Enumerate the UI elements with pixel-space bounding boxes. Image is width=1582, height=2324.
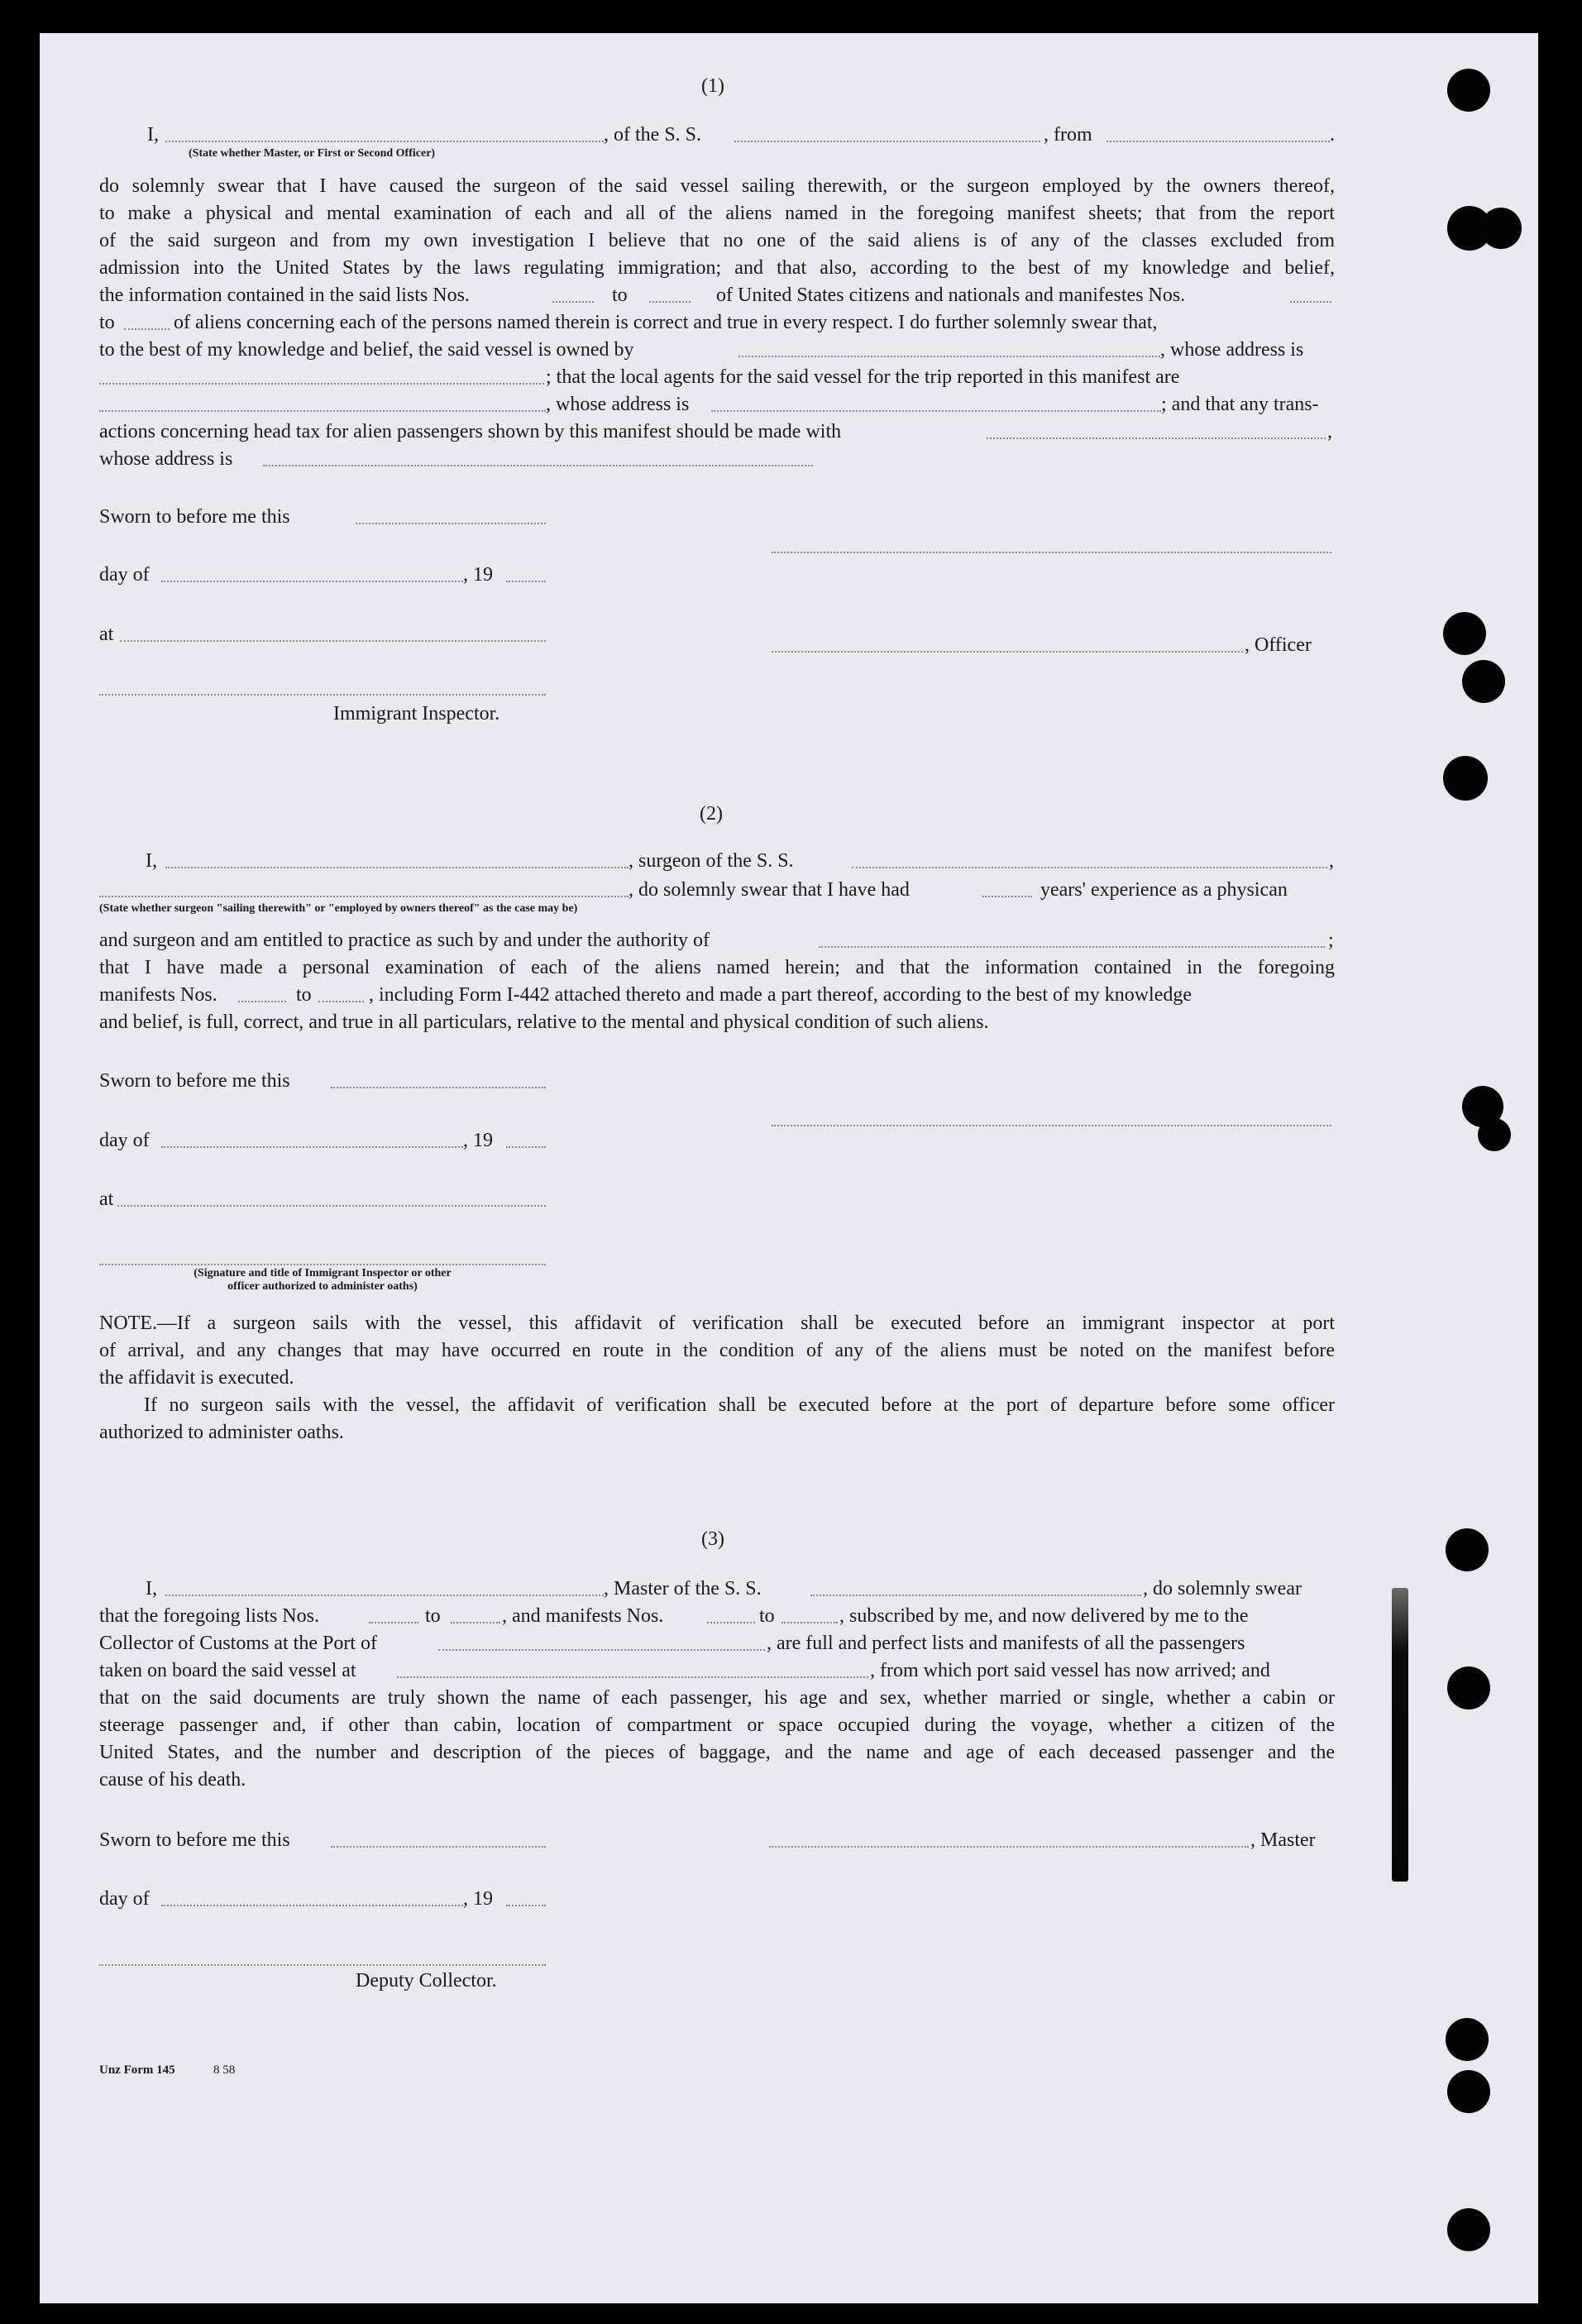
- blank-line: [982, 896, 1032, 897]
- blank-line: [707, 1622, 755, 1623]
- blank-line: [397, 1676, 868, 1678]
- blank-line: [165, 1595, 604, 1596]
- text-line: to: [759, 1605, 775, 1627]
- day-label: day of: [99, 1888, 150, 1910]
- text-line: United States, and the number and description of the pieces of baggage, and the name and age of each deceased passenger and the: [99, 1742, 1335, 1763]
- text-line: manifests Nos.: [99, 984, 217, 1006]
- blank-line: [738, 356, 1160, 357]
- text-line: of the said surgeon and from my own investigation I believe that no one of the said aliens is of any of the classes excluded from: [99, 230, 1335, 251]
- text-line: the information contained in the said lists Nos.: [99, 285, 470, 306]
- text-line: , are full and perfect lists and manifests of all the passengers: [767, 1633, 1245, 1654]
- blank-line: [1290, 301, 1331, 303]
- blank-line: [120, 640, 546, 642]
- text-line: to: [612, 285, 628, 306]
- blank-line: [263, 465, 813, 466]
- punch-hole: [1443, 756, 1488, 801]
- text-line: , Master of the S. S.: [604, 1578, 762, 1600]
- blank-line: [438, 1649, 765, 1651]
- blank-line: [99, 896, 628, 897]
- note-line: the affidavit is executed.: [99, 1367, 294, 1389]
- text-line: of aliens concerning each of the persons named therein is correct and true in every respect. I do further solemnly swear that,: [174, 312, 1158, 333]
- blank-line: [552, 301, 594, 303]
- year-label: , 19: [463, 1130, 493, 1151]
- blank-line: [852, 867, 1327, 868]
- master-label: , Master: [1250, 1829, 1316, 1851]
- form-number: Unz Form 145: [99, 2063, 175, 2077]
- text-line: , of the S. S.: [604, 124, 702, 146]
- text-line: to: [296, 984, 312, 1006]
- blank-line: [165, 141, 604, 142]
- blank-line: [649, 301, 691, 303]
- blank-line: [1106, 141, 1330, 142]
- text-line: , whose address is: [546, 394, 690, 415]
- text-line: ;: [1328, 930, 1334, 951]
- punch-hole: [1446, 2018, 1489, 2061]
- text-line: ,: [1327, 421, 1332, 442]
- blank-line: [369, 1622, 418, 1623]
- sworn-label: Sworn to before me this: [99, 1829, 290, 1851]
- punch-hole: [1480, 208, 1522, 249]
- text-line: do solemnly swear that I have caused the surgeon of the said vessel sailing therewith, or the surgeon employed by the owners thereof,: [99, 175, 1335, 197]
- blank-line: [161, 1905, 463, 1906]
- day-label: day of: [99, 564, 150, 586]
- text-line: , from: [1044, 124, 1092, 146]
- section-number: (2): [700, 803, 723, 825]
- signature-line: [772, 651, 1243, 653]
- signature-note: (Signature and title of Immigrant Inspector or other: [194, 1267, 452, 1279]
- year-label: , 19: [463, 1888, 493, 1910]
- blank-line: [165, 867, 628, 868]
- blank-line: [331, 1087, 546, 1088]
- note-line: of arrival, and any changes that may have occurred en route in the condition of any of the aliens must be noted on the manifest before: [99, 1340, 1335, 1361]
- punch-hole: [1462, 660, 1505, 703]
- punch-hole: [1447, 2070, 1490, 2113]
- field-note: (State whether Master, or First or Second Officer): [189, 147, 436, 160]
- punch-hole: [1478, 1118, 1511, 1151]
- signature-line: [772, 1125, 1331, 1126]
- blank-line: [810, 1595, 1141, 1596]
- text-line: taken on board the said vessel at: [99, 1660, 356, 1681]
- binding-strip: [1392, 1588, 1408, 1882]
- text-line: ,: [1329, 850, 1334, 872]
- blank-line: [99, 383, 544, 385]
- year-label: , 19: [463, 564, 493, 586]
- blank-line: [819, 946, 1325, 948]
- text-line: actions concerning head tax for alien passengers shown by this manifest should be made with: [99, 421, 842, 442]
- text-line: and surgeon and am entitled to practice as such by and under the authority of: [99, 930, 710, 951]
- text-line: ; and that any trans-: [1161, 394, 1319, 415]
- blank-line: [124, 328, 170, 330]
- text-line: of United States citizens and nationals and manifestes Nos.: [716, 285, 1186, 306]
- text-line: to the best of my knowledge and belief, the said vessel is owned by: [99, 339, 634, 361]
- text-line: .: [1330, 124, 1335, 146]
- officer-label: , Officer: [1245, 634, 1312, 656]
- signature-line: [769, 1846, 1249, 1848]
- punch-hole: [1447, 69, 1490, 112]
- inspector-label: Immigrant Inspector.: [333, 703, 500, 724]
- note-line: authorized to administer oaths.: [99, 1422, 344, 1443]
- signature-line: [772, 552, 1331, 553]
- text-line: , surgeon of the S. S.: [628, 850, 794, 872]
- text-line: to: [425, 1605, 441, 1627]
- punch-hole: [1443, 612, 1486, 655]
- sworn-label: Sworn to before me this: [99, 506, 290, 528]
- punch-hole: [1447, 2208, 1490, 2251]
- signature-note: officer authorized to administer oaths): [227, 1280, 418, 1293]
- blank-line: [117, 1205, 546, 1207]
- note-line: NOTE.—If a surgeon sails with the vessel, this affidavit of verification shall be executed before an immigrant inspector at port: [99, 1313, 1335, 1334]
- text-line: I,: [146, 850, 157, 872]
- blank-line: [238, 1001, 286, 1002]
- signature-line: [99, 694, 546, 696]
- text-line: cause of his death.: [99, 1769, 246, 1791]
- text-line: , whose address is: [1160, 339, 1304, 361]
- text-line: that on the said documents are truly shown the name of each passenger, his age and sex, whether married or single, whether a cabin or: [99, 1687, 1335, 1709]
- text-line: to make a physical and mental examination of each and all of the aliens named in the foregoing manifest sheets; that from the report: [99, 203, 1335, 224]
- day-label: day of: [99, 1130, 150, 1151]
- text-line: that I have made a personal examination of each of the aliens named herein; and that the information contained in the foregoing: [99, 957, 1335, 978]
- at-label: at: [99, 1188, 114, 1210]
- text-line: , do solemnly swear that I have had: [628, 879, 910, 901]
- blank-line: [161, 1146, 463, 1148]
- blank-line: [99, 410, 546, 412]
- blank-line: [781, 1622, 838, 1623]
- text-line: ; that the local agents for the said vessel for the trip reported in this manifest are: [546, 366, 1180, 388]
- signature-line: [99, 1964, 546, 1966]
- blank-line: [506, 581, 546, 582]
- text-line: I,: [147, 124, 159, 146]
- blank-line: [506, 1905, 546, 1906]
- text-line: whose address is: [99, 448, 233, 470]
- text-line: , and manifests Nos.: [502, 1605, 664, 1627]
- section-number: (3): [701, 1528, 724, 1550]
- blank-line: [318, 1001, 364, 1002]
- note-line: If no surgeon sails with the vessel, the affidavit of verification shall be executed before at the port of departure before some officer: [144, 1394, 1335, 1416]
- text-line: , subscribed by me, and now delivered by me to the: [839, 1605, 1249, 1627]
- blank-line: [356, 523, 546, 524]
- punch-hole: [1447, 1666, 1490, 1710]
- at-label: at: [99, 624, 114, 645]
- deputy-label: Deputy Collector.: [356, 1970, 497, 1992]
- text-line: and belief, is full, correct, and true in all particulars, relative to the mental and physical condition of such aliens.: [99, 1011, 989, 1033]
- blank-line: [987, 438, 1326, 439]
- text-line: steerage passenger and, if other than cabin, location of compartment or space occupied during the voyage, whether a citizen of the: [99, 1714, 1335, 1736]
- text-line: years' experience as a physican: [1040, 879, 1288, 901]
- blank-line: [331, 1846, 546, 1848]
- text-line: I,: [146, 1578, 157, 1600]
- text-line: that the foregoing lists Nos.: [99, 1605, 319, 1627]
- blank-line: [451, 1622, 500, 1623]
- text-line: Collector of Customs at the Port of: [99, 1633, 377, 1654]
- blank-line: [734, 141, 1040, 142]
- text-line: to: [99, 312, 115, 333]
- blank-line: [711, 410, 1161, 412]
- text-line: , including Form I-442 attached thereto and made a part thereof, according to the best of my knowledge: [369, 984, 1192, 1006]
- section-number: (1): [701, 75, 724, 97]
- text-line: , from which port said vessel has now arrived; and: [870, 1660, 1270, 1681]
- form-code: 8 58: [213, 2063, 236, 2077]
- blank-line: [506, 1146, 546, 1148]
- text-line: , do solemnly swear: [1143, 1578, 1302, 1600]
- text-line: admission into the United States by the laws regulating immigration; and that also, according to the best of my knowledge and belief,: [99, 257, 1335, 279]
- blank-line: [161, 581, 463, 582]
- field-note: (State whether surgeon "sailing therewith" or "employed by owners thereof" as the case may be): [99, 902, 578, 915]
- signature-line: [99, 1264, 546, 1265]
- sworn-label: Sworn to before me this: [99, 1070, 290, 1092]
- punch-hole: [1446, 1528, 1489, 1571]
